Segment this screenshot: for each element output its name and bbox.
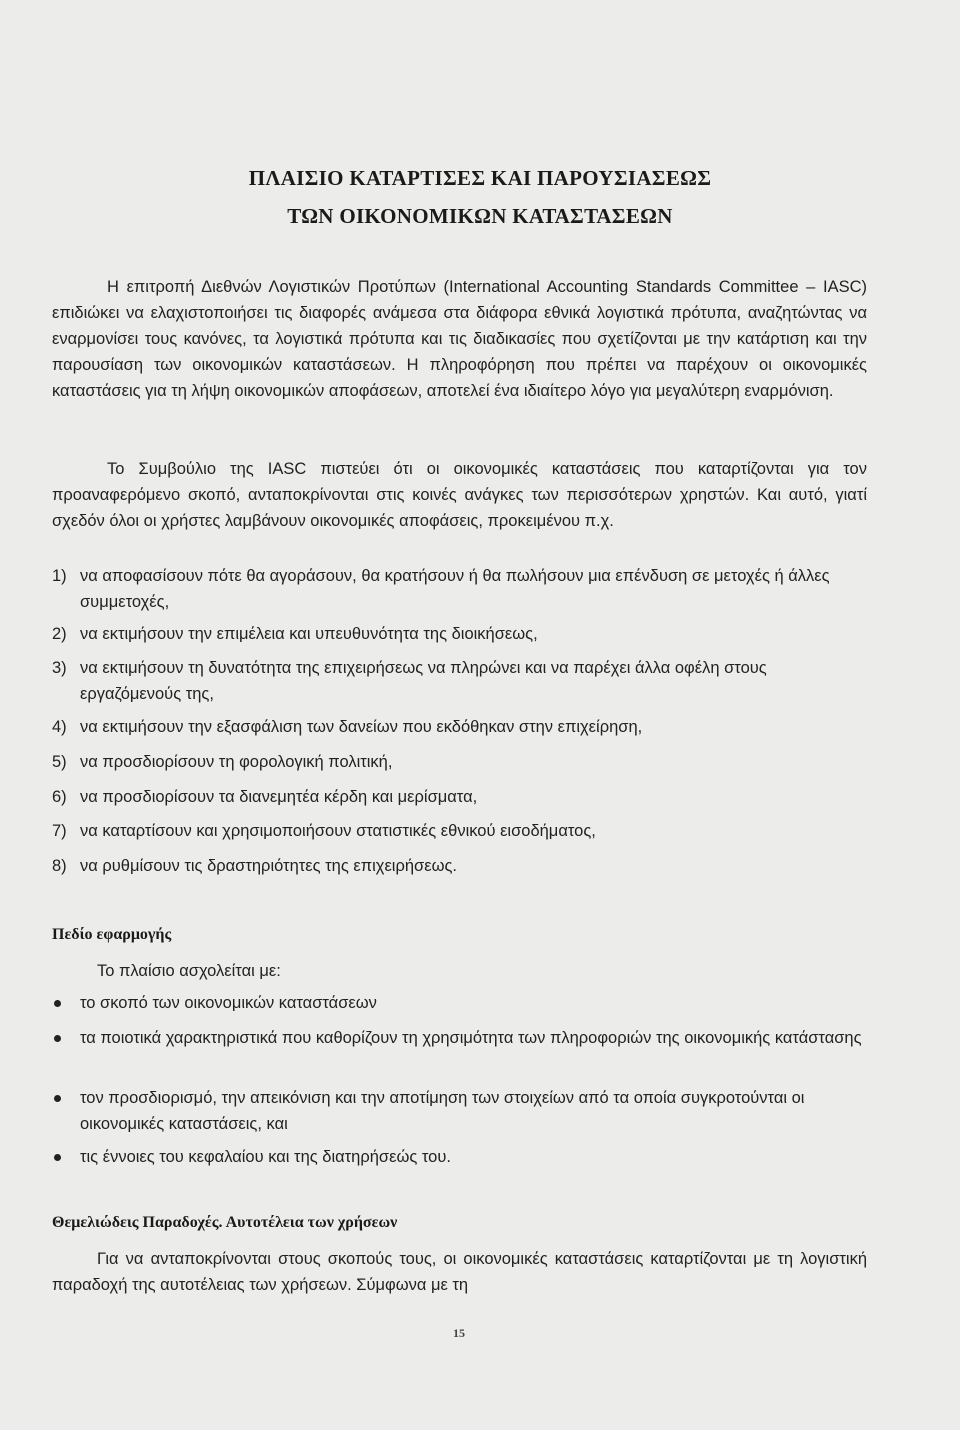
scope-intro: Το πλαίσιο ασχολείται με: xyxy=(97,962,281,980)
list-item-text: να καταρτίσουν και χρησιμοποιήσουν στατιστικές εθνικού εισοδήματος, xyxy=(80,822,596,840)
assumptions-heading: Θεμελιώδεις Παραδοχές. Αυτοτέλεια των χρήσεων xyxy=(52,1214,398,1231)
list-item xyxy=(52,818,867,844)
list-item-text: να προσδιορίσουν τη φορολογική πολιτική, xyxy=(80,753,393,771)
intro-paragraph: Η επιτροπή Διεθνών Λογιστικών Προτύπων (International Accounting Standards Committee – IASC) επιδιώκει να ελαχιστοποιήσει τις διαφορές ανάμεσα στα διάφορα εθνικά λογιστικά πρότυπα, αναζητώντας να εναρμονίσει τους κανόνες, τα λογιστικά πρότυπα και τις διαδικασίες που σχετίζονται με την κατάρτιση και την παρουσίαση των οικονομικών καταστάσεων. Η πληροφόρηση που πρέπει να παρέχουν οι οικονομικές καταστάσεις για τη λήψη οικονομικών αποφάσεων, αποτελεί ένα ιδιαίτερο λόγο για μεγαλύτερη εναρμόνιση. xyxy=(52,278,867,400)
list-item-number: 5) xyxy=(52,753,67,771)
list-item-number: 8) xyxy=(52,857,67,875)
list-item xyxy=(52,1144,867,1170)
list-item-text: να ρυθμίσουν τις δραστηριότητες της επιχειρήσεως. xyxy=(80,857,457,875)
bullet-icon xyxy=(52,1025,80,1051)
list-item-number: 2) xyxy=(52,625,67,643)
list-item xyxy=(52,853,867,879)
scope-heading: Πεδίο εφαρμογής xyxy=(52,926,172,943)
list-item xyxy=(52,784,867,810)
list-item xyxy=(52,621,867,647)
list-item xyxy=(52,563,867,615)
list-item-text: να εκτιμήσουν την εξασφάλιση των δανείων που εκδόθηκαν στην επιχείρηση, xyxy=(80,718,643,736)
list-item-number: 3) xyxy=(52,659,67,677)
bullet-text: τον προσδιορισμό, την απεικόνιση και την αποτίμηση των στοιχείων από τα οποία συγκροτούνται οι οικονομικές καταστάσεις, και xyxy=(80,1089,805,1133)
bullet-text: τα ποιοτικά χαρακτηριστικά που καθορίζουν τη χρησιμότητα των πληροφοριών της οικονομικής κατάστασης xyxy=(80,1029,862,1047)
bullet-text: τις έννοιες του κεφαλαίου και της διατηρήσεώς του. xyxy=(80,1148,451,1166)
list-item-text: να προσδιορίσουν τα διανεμητέα κέρδη και μερίσματα, xyxy=(80,788,478,806)
list-item xyxy=(52,1085,867,1137)
bullet-icon xyxy=(52,1085,80,1137)
list-item-number: 4) xyxy=(52,718,67,736)
list-item xyxy=(52,655,867,707)
document-title-line-1: ΠΛΑΙΣΙΟ ΚΑΤΑΡΤΙΣΕΣ ΚΑΙ ΠΑΡΟΥΣΙΑΣΕΩΣ xyxy=(248,166,712,190)
list-item-text: να αποφασίσουν πότε θα αγοράσουν, θα κρατήσουν ή θα πωλήσουν μια επένδυση σε μετοχές ή άλλες συμμετοχές, xyxy=(80,567,830,611)
bullet-text: το σκοπό των οικονομικών καταστάσεων xyxy=(80,994,377,1012)
page-number: 15 xyxy=(453,1326,465,1340)
list-item xyxy=(52,714,867,740)
list-item xyxy=(52,1025,867,1051)
list-item xyxy=(52,749,867,775)
iasc-paragraph: Το Συμβούλιο της IASC πιστεύει ότι οι οικονομικές καταστάσεις που καταρτίζονται για τον προαναφερόμενο σκοπό, ανταποκρίνονται στις κοινές ανάγκες των περισσότερων χρηστών. Και αυτό, γιατί σχεδόν όλοι οι χρήστες λαμβάνουν οικονομικές αποφάσεις, προκειμένου π.χ. xyxy=(52,460,867,530)
list-item xyxy=(52,990,867,1016)
list-item-text: να εκτιμήσουν την επιμέλεια και υπευθυνότητα της διοικήσεως, xyxy=(80,625,538,643)
list-item-number: 7) xyxy=(52,822,67,840)
bullet-icon xyxy=(52,990,80,1016)
list-item-number: 1) xyxy=(52,567,67,585)
assumptions-paragraph: Για να ανταποκρίνονται στους σκοπούς τους, οι οικονομικές καταστάσεις καταρτίζονται με τη λογιστική παραδοχή της αυτοτέλειας των χρήσεων. Σύμφωνα με τη xyxy=(52,1250,867,1294)
list-item-number: 6) xyxy=(52,788,67,806)
document-title-line-2: ΤΩΝ ΟΙΚΟΝΟΜΙΚΩΝ ΚΑΤΑΣΤΑΣΕΩΝ xyxy=(287,204,673,228)
bullet-icon xyxy=(52,1144,80,1170)
list-item-text: να εκτιμήσουν τη δυνατότητα της επιχειρήσεως να πληρώνει και να παρέχει άλλα οφέλη στους εργαζόμενούς της, xyxy=(80,659,767,703)
